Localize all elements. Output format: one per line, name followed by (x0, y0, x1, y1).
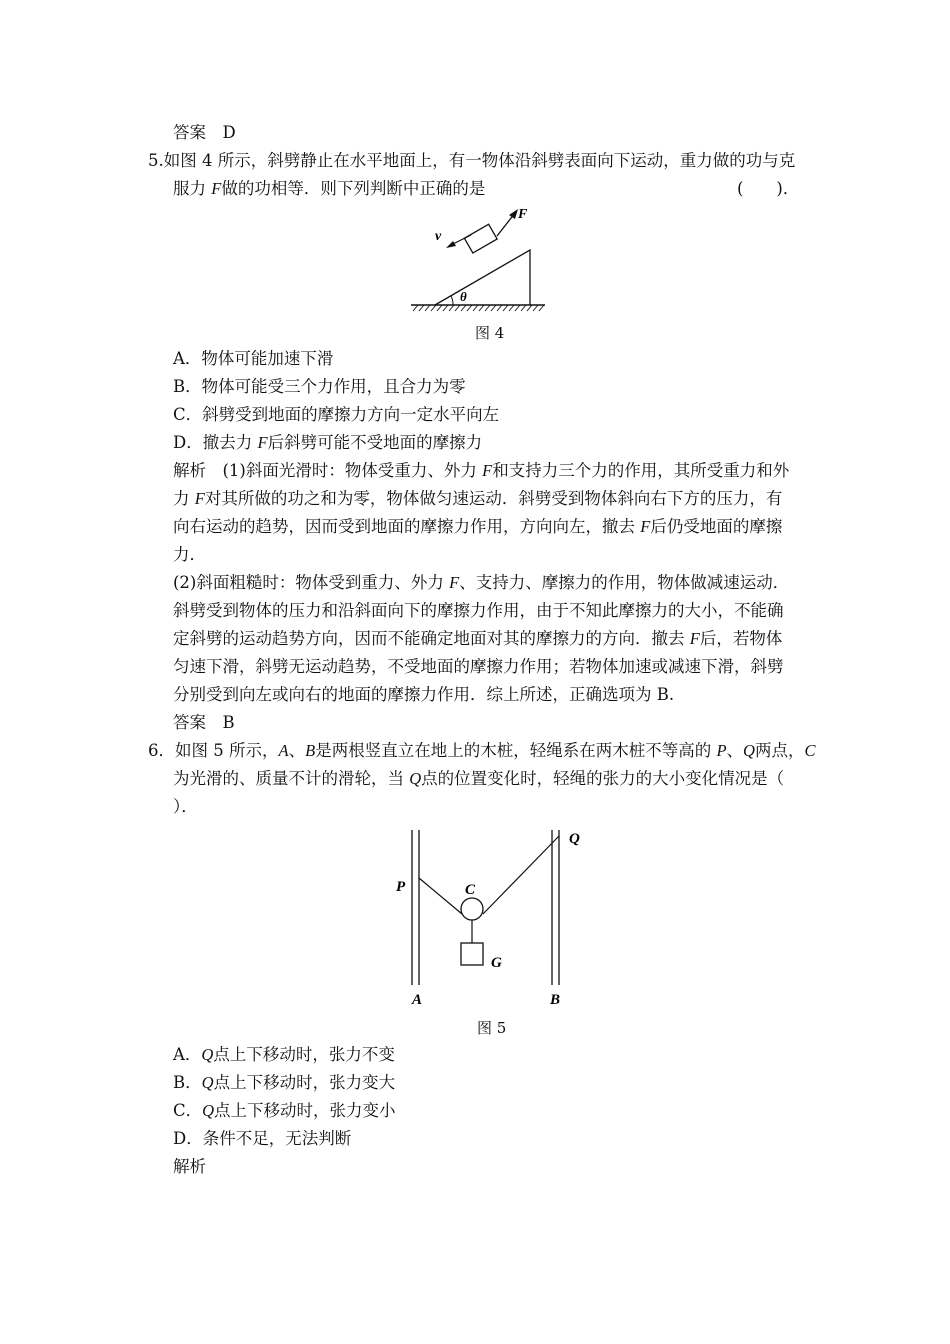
q6-option-b: B．Q点上下移动时，张力变大 (173, 1073, 396, 1092)
q5-solution-line1: 解析 (1)斜面光滑时：物体受重力、外力 F和支持力三个力的作用，其所受重力和外 (173, 461, 790, 480)
q5-stem-line1: 5.如图 4 所示，斜劈静止在水平地面上，有一物体沿斜劈表面向下运动，重力做的功与克 (148, 151, 796, 170)
figure-4-caption: 图 4 (475, 324, 505, 342)
pulley-c (461, 898, 483, 920)
q5-stem-line2: 服力 F做的功相等．则下列判断中正确的是 (173, 179, 486, 198)
label-A: A (412, 992, 423, 1008)
q5-solution-line3: 向右运动的趋势，因而受到地面的摩擦力作用，方向向左，撤去 F后仍受地面的摩擦 (173, 517, 783, 536)
label-Q: Q (569, 831, 580, 847)
label-theta: θ (460, 289, 467, 304)
q6-option-d: D．条件不足，无法判断 (173, 1129, 352, 1148)
q6-stem-line2: 为光滑的、质量不计的滑轮，当 Q点的位置变化时，轻绳的张力的大小变化情况是（ (173, 769, 785, 788)
label-C: C (465, 882, 476, 898)
velocity-arrowhead (446, 241, 456, 248)
q5-option-c: C．斜劈受到地面的摩擦力方向一定水平向左 (173, 405, 500, 424)
rope-left (419, 878, 462, 914)
q5-solution-line7: 定斜劈的运动趋势方向，因而不能确定地面对其的摩擦力的方向．撤去 F后，若物体 (173, 629, 783, 648)
figure-5-pulley-diagram (385, 825, 595, 1010)
q5-solution-line8: 匀速下滑，斜劈无运动趋势，不受地面的摩擦力作用；若物体加速或减速下滑，斜劈 (173, 657, 784, 676)
figure-5-caption: 图 5 (477, 1019, 507, 1037)
q6-stem-line1: 6．如图 5 所示，A、B是两根竖直立在地上的木桩，轻绳系在两木桩不等高的 P、Q两点，C (148, 741, 816, 760)
label-v: v (435, 229, 442, 244)
rope-right (483, 836, 559, 914)
q5-solution-line5: (2)斜面粗糙时：物体受到重力、外力 F、支持力、摩擦力的作用，物体做减速运动． (173, 573, 790, 592)
label-P: P (396, 879, 406, 895)
force-f-arrowhead (509, 209, 518, 219)
q5-solution-line9: 分别受到向左或向右的地面的摩擦力作用．综上所述，正确选项为 B. (173, 685, 675, 704)
q6-solution-label: 解析 (173, 1157, 206, 1176)
label-G: G (491, 955, 502, 971)
angle-arc (451, 296, 453, 305)
q5-solution-line6: 斜劈受到物体的压力和沿斜面向下的摩擦力作用，由于不知此摩擦力的大小，不能确 (173, 601, 784, 620)
q6-option-c: C．Q点上下移动时，张力变小 (173, 1101, 396, 1120)
q5-option-b: B．物体可能受三个力作用，且合力为零 (173, 377, 466, 396)
weight-g (461, 943, 483, 965)
q5-solution-line4: 力． (173, 545, 206, 564)
figure-4-incline-diagram (405, 205, 550, 315)
wedge (435, 250, 530, 305)
q6-option-a: A．Q点上下移动时，张力不变 (173, 1045, 395, 1064)
q5-answer: 答案 B (173, 713, 235, 732)
ground-hatching (413, 305, 544, 311)
label-F: F (518, 207, 528, 222)
q5-option-d: D．撤去力 F后斜劈可能不受地面的摩擦力 (173, 433, 483, 452)
q5-solution-line2: 力 F对其所做的功之和为零，物体做匀速运动．斜劈受到物体斜向右下方的压力，有 (173, 489, 783, 508)
previous-answer: 答案 D (173, 123, 236, 142)
q5-option-a: A．物体可能加速下滑 (173, 349, 334, 368)
label-B: B (550, 992, 561, 1008)
q6-stem-line3: ）． (173, 797, 198, 816)
block-on-incline (464, 224, 497, 253)
q5-answer-paren: ( )． (737, 179, 800, 198)
